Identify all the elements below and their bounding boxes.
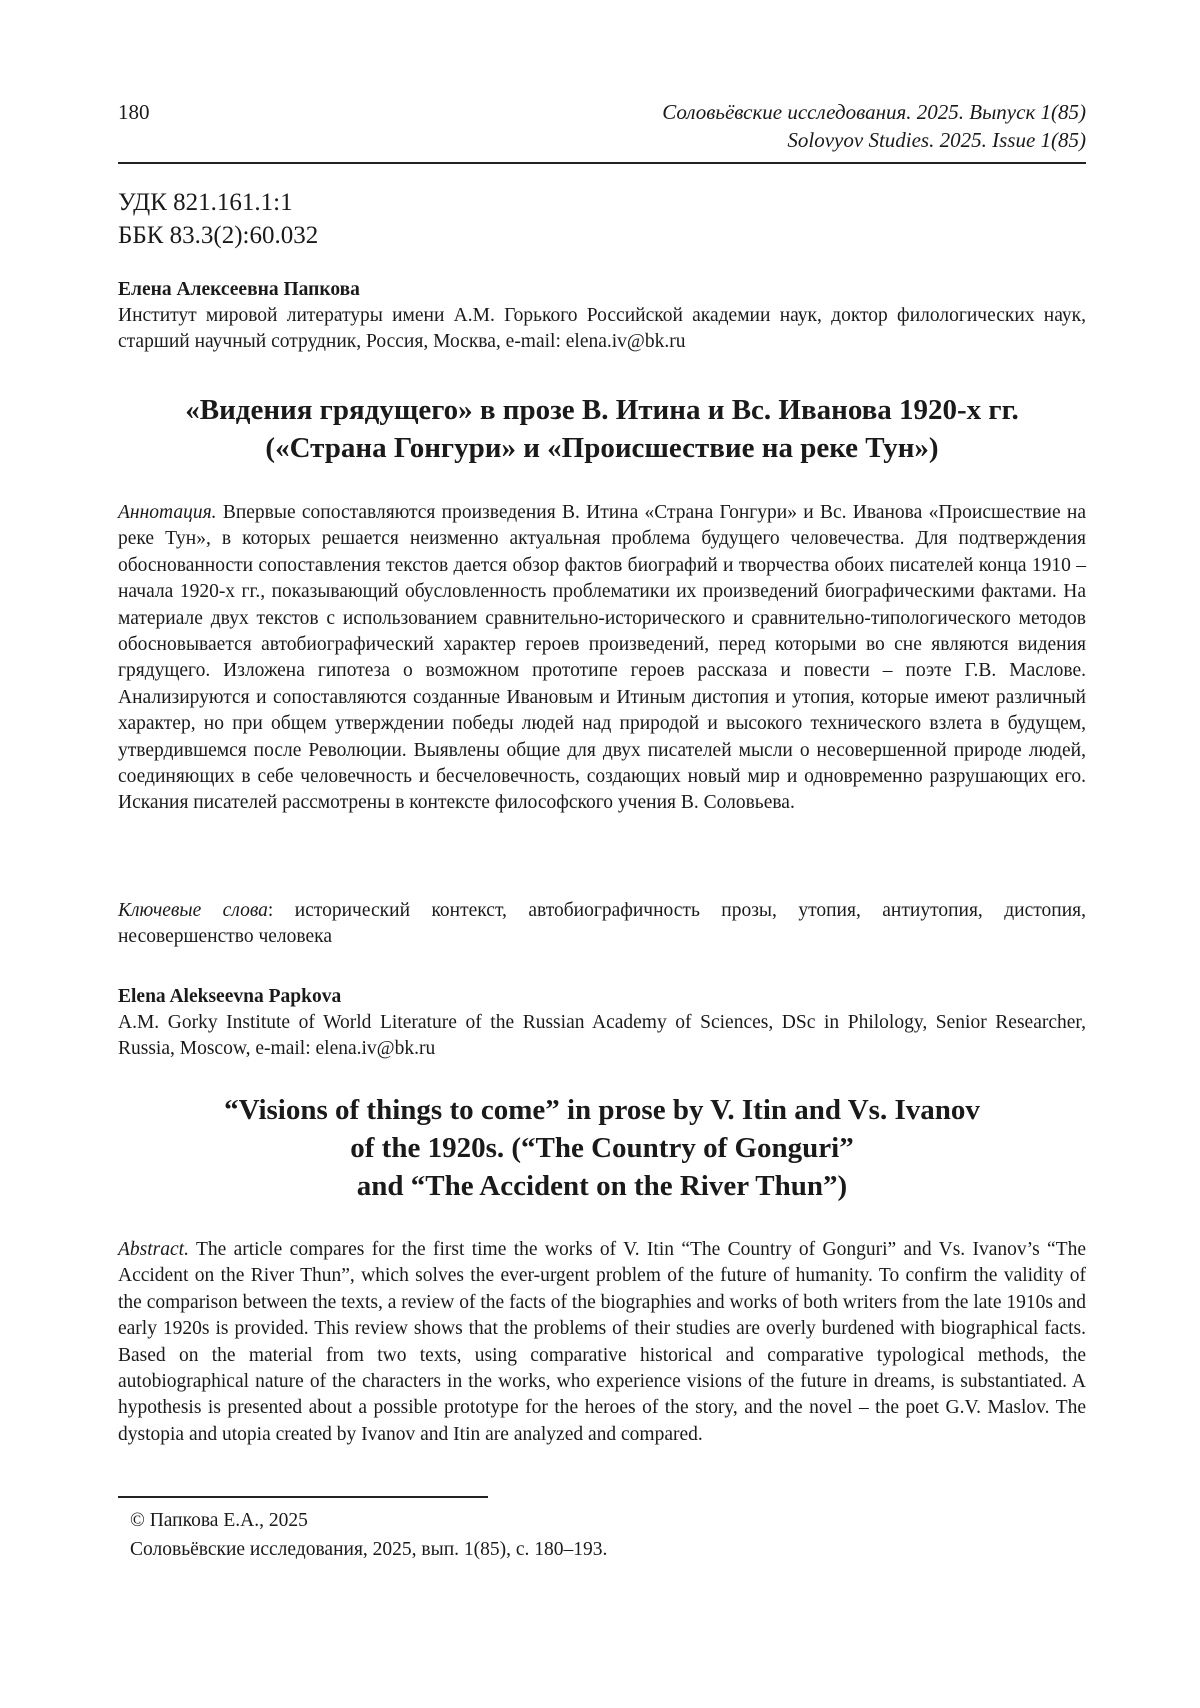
- title-ru-line-2: («Страна Гонгури» и «Происшествие на реке Тун»): [265, 432, 939, 464]
- keywords-ru: [118, 898, 1086, 951]
- title-en-line-1: “Visions of things to come” in prose by V. Itin and Vs. Ivanov: [224, 1094, 980, 1126]
- journal-title-ru: Соловьёвские исследования. 2025. Выпуск 1(85): [662, 100, 1086, 124]
- title-en-line-3: and “The Accident on the River Thun”): [356, 1170, 848, 1202]
- abstract-en: [118, 1237, 1086, 1448]
- author-block-en: [118, 984, 1086, 1062]
- classification-codes: [118, 186, 318, 252]
- article-title-ru: [118, 391, 1086, 467]
- abstract-ru-label: Аннотация.: [118, 502, 217, 523]
- keywords-ru-label: Ключевые слова: [118, 900, 268, 921]
- abstract-ru-text: Впервые сопоставляются произведения В. Итина «Страна Гонгури» и Вс. Иванова «Происшествие на реке Тун», в которых решается неизменно актуальная проблема будущего человечества. Для подтверждения обоснованности сопоставления текстов дается обзор фактов биографий и творчества обоих писателей конца 1910 – начала 1920-х гг., показывающий обусловленность проблематики их произведений биографическими фактами. На материале двух текстов с использованием сравнительно-исторического и сравнительно-типологического методов обосновывается автобиографический характер героев произведений, перед которыми во сне являются видения грядущего. Изложена гипотеза о возможном прототипе героев рассказа и повести – поэте Г.В. Маслове. Анализируются и сопоставляются созданные Ивановым и Итиным дистопия и утопия, которые имеют различный характер, но при общем утверждении победы людей над природой и высокого технического взлета в будущем, утвердившемся после Революции. Выявлены общие для двух писателей мысли о несовершенной природе людей, соединяющих в себе человечность и бесчеловечность, создающих новый мир и одновременно разрушающих его. Искания писателей рассмотрены в контексте философского учения В. Соловьева.: [118, 502, 1086, 814]
- footnote-divider: [118, 1496, 488, 1498]
- author-name-en: Elena Alekseevna Papkova: [118, 986, 342, 1007]
- running-header: [118, 100, 1086, 164]
- footnote-copyright: © Папкова Е.А., 2025: [130, 1510, 308, 1531]
- author-name-ru: Елена Алексеевна Папкова: [118, 279, 360, 300]
- title-ru-line-1: «Видения грядущего» в прозе В. Итина и Вс. Иванова 1920-х гг.: [185, 394, 1019, 426]
- page-number: 180: [118, 100, 150, 124]
- title-en-line-2: of the 1920s. (“The Country of Gonguri”: [350, 1132, 854, 1164]
- abstract-en-label: Abstract.: [118, 1239, 189, 1260]
- article-title-en: [118, 1091, 1086, 1205]
- udk-code: УДК 821.161.1:1: [118, 189, 293, 216]
- author-block-ru: [118, 277, 1086, 355]
- author-affiliation-en: A.M. Gorky Institute of World Literature of the Russian Academy of Sciences, DSc in Philology, Senior Researcher, Russia, Moscow, e-mail: elena.iv@bk.ru: [118, 1012, 1086, 1059]
- bbk-code: ББК 83.3(2):60.032: [118, 222, 319, 249]
- keywords-ru-text: : исторический контекст, автобиографичность прозы, утопия, антиутопия, дистопия, несовершенство человека: [118, 900, 1086, 948]
- abstract-ru: [118, 500, 1086, 817]
- footnote-citation: Соловьёвские исследования, 2025, вып. 1(85), с. 180–193.: [130, 1539, 608, 1560]
- abstract-en-text: The article compares for the first time the works of V. Itin “The Country of Gonguri” and Vs. Ivanov’s “The Accident on the River Thun”, which solves the ever-urgent problem of the future of humanity. To confirm the validity of the comparison between the texts, a review of the facts of the biographies and works of both writers from the late 1910s and early 1920s is provided. This review shows that the problems of their studies are overly burdened with biographical facts. Based on the material from two texts, using comparative historical and comparative typological methods, the autobiographical nature of the characters in the works, who experience visions of the future in dreams, is substantiated. A hypothesis is presented about a possible prototype for the heroes of the story, and the novel – the poet G.V. Maslov. The dystopia and utopia created by Ivanov and Itin are analyzed and compared.: [118, 1239, 1086, 1445]
- author-affiliation-ru: Институт мировой литературы имени А.М. Горького Российской академии наук, доктор филологических наук, старший научный сотрудник, Россия, Москва, e-mail: elena.iv@bk.ru: [118, 305, 1086, 352]
- journal-title-en: Solovyov Studies. 2025. Issue 1(85): [787, 128, 1086, 152]
